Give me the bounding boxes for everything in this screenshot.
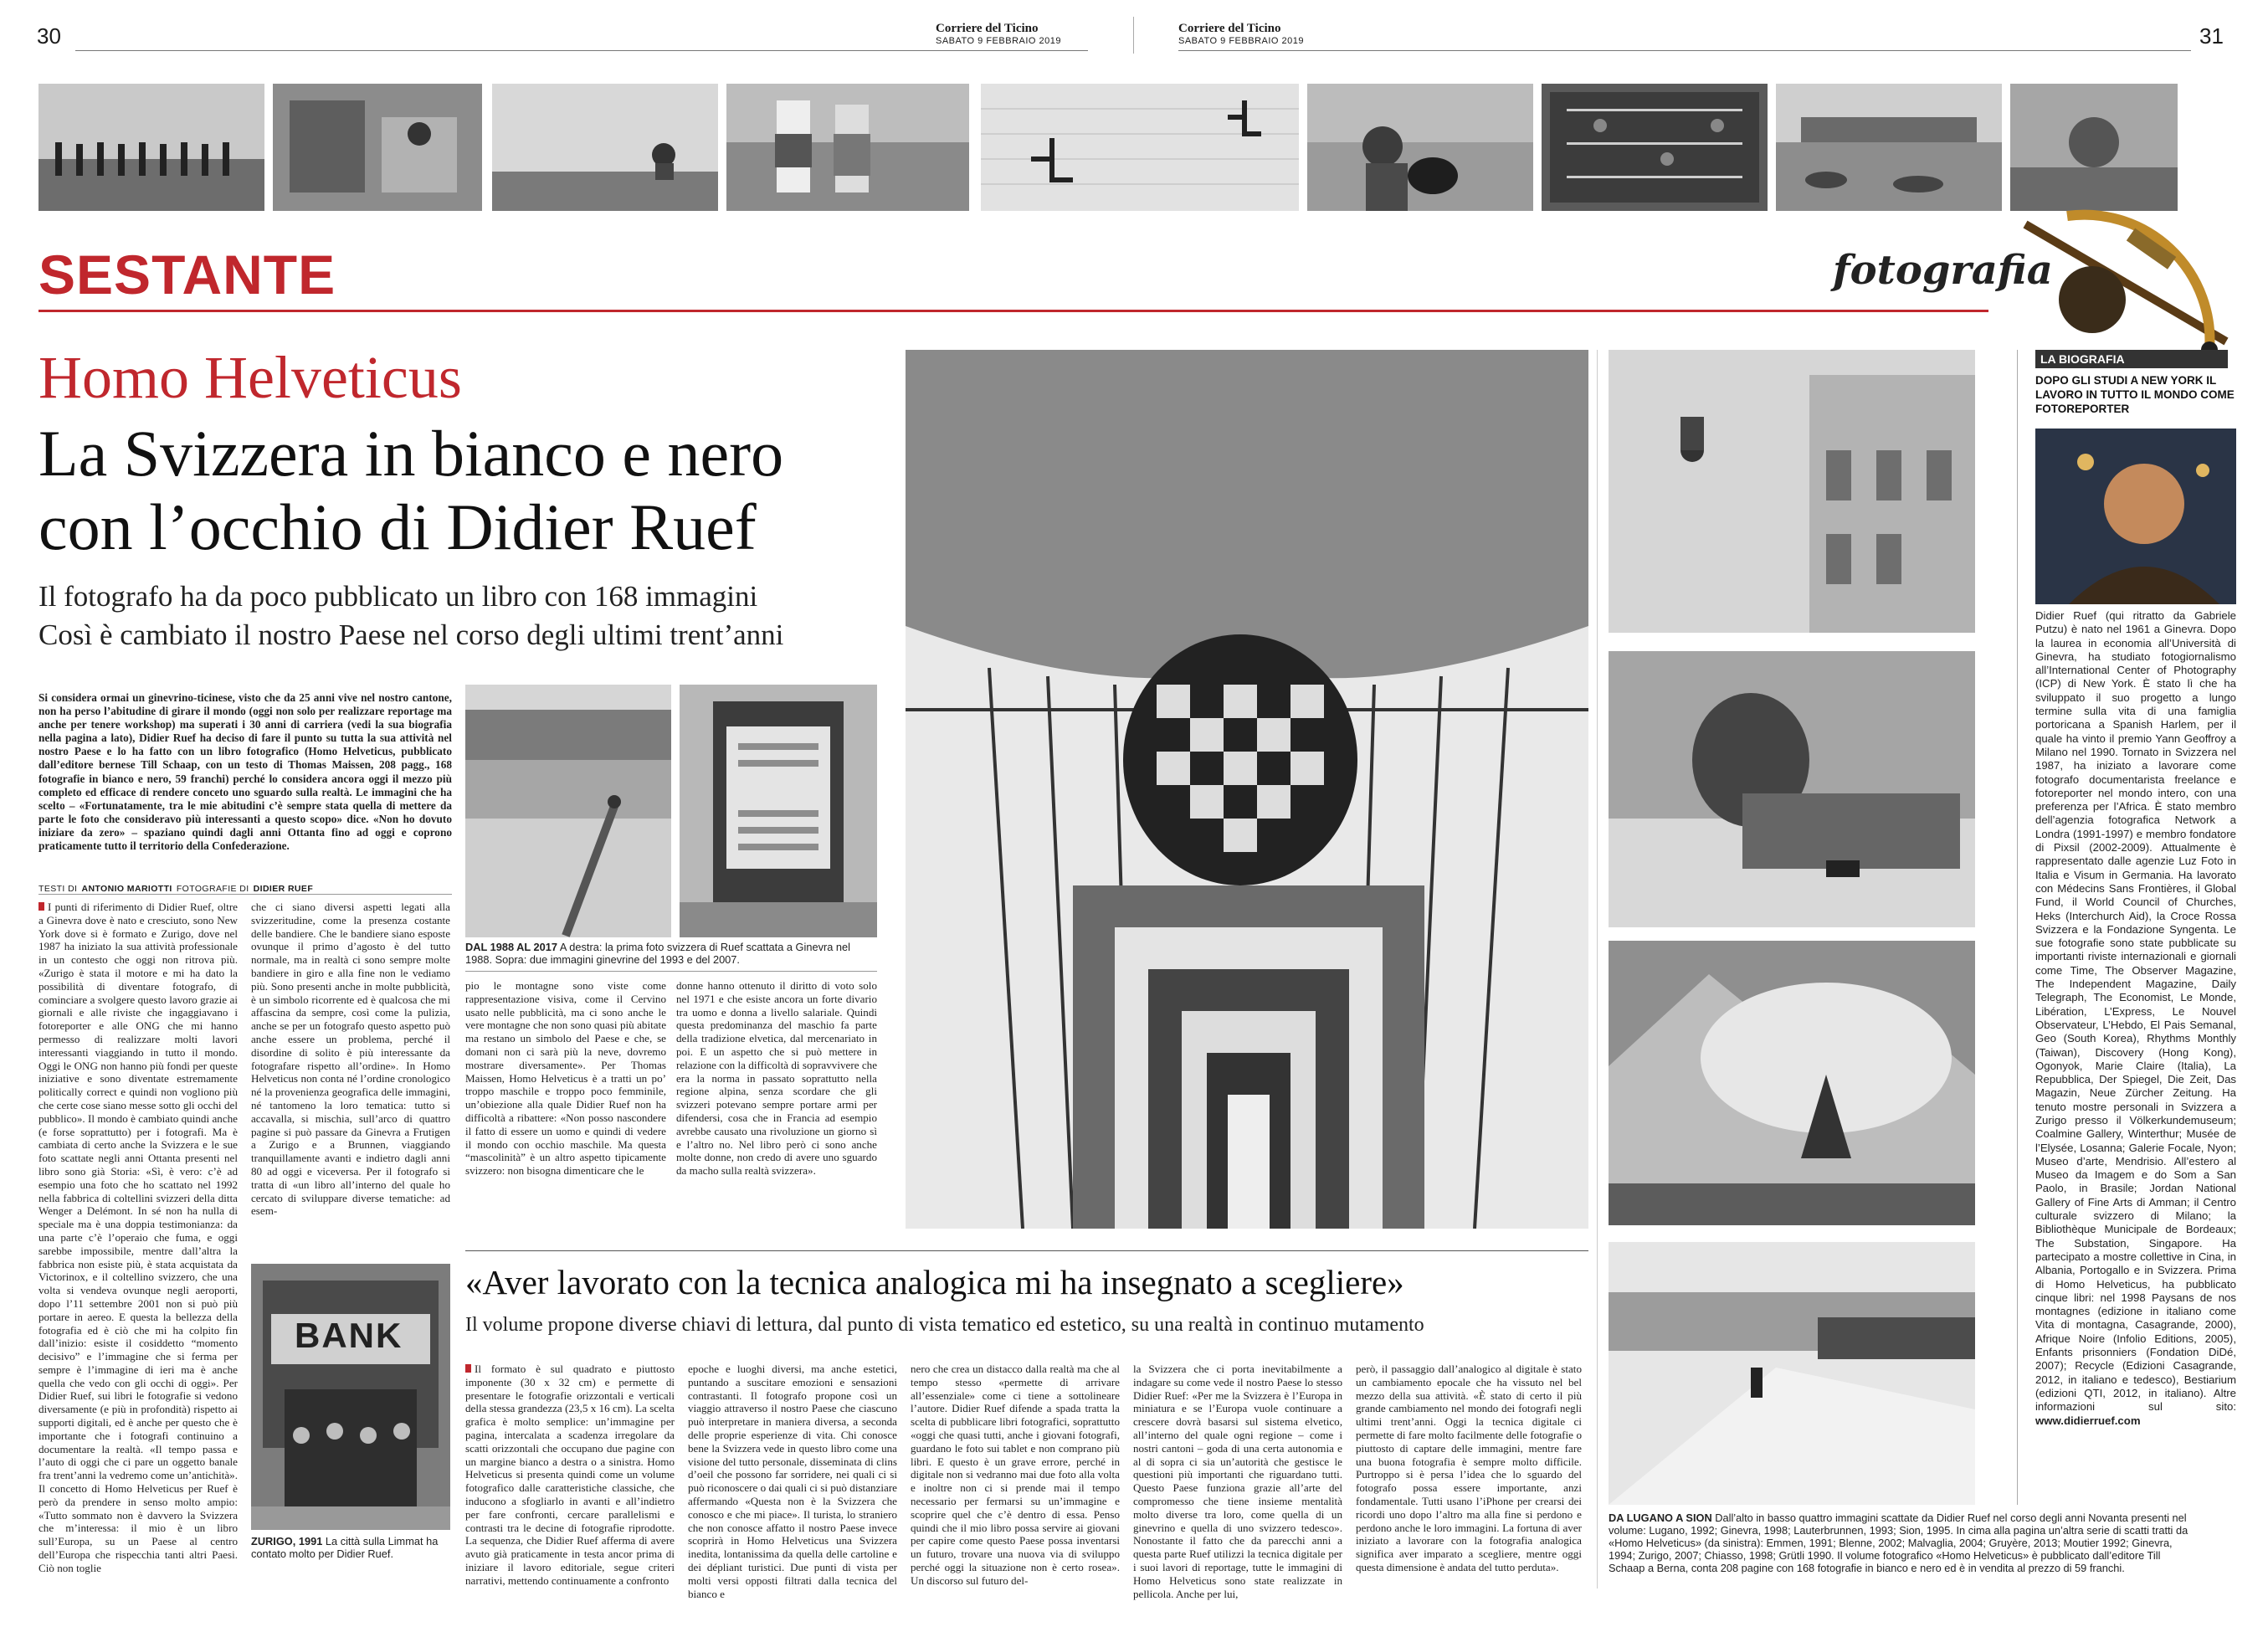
section-tag: fotografia	[1833, 247, 2053, 294]
second-column-5: però, il passaggio dall’analogico al digitale è stato un cambiamento epocale che ha vissuto nel bel mezzo della sua attività. «È stato di certo il più grande cambiamento nel mondo dei fotografi negli ultimi trent’anni. Oggi la tecnica digitale ci permette di fare molto facilmente delle fotografie o piuttosto di captare delle immagini, mentre fare una buona fotografia è sempre molto difficile. Purtroppo si è persa l’idea che lo sguardo del fotografo possa essere importante, anzi fondamentale. Tutti usano l’iPhone per crearsi dei ricordi uno dopo l’altro ma alla fine si perdono e perdono anche le loro immagini. La fortuna di aver iniziato a lavorare con la fotografia analogica significa aver imparato a scegliere, mentre oggi questa dimensione è andata del tutto perduta».	[1356, 1363, 1582, 1573]
issue-date: SABATO 9 FEBBRAIO 2019	[936, 36, 1061, 46]
caption-bottom	[1609, 1512, 2194, 1574]
issue-date: SABATO 9 FEBBRAIO 2019	[1178, 36, 1304, 46]
sidebar-divider	[2017, 350, 2018, 1505]
sidebar-text	[2035, 609, 2236, 1488]
second-article-rule	[465, 1250, 1588, 1251]
paragraph-marker	[38, 902, 44, 911]
photo-zurigo-bank-1991	[251, 1264, 450, 1530]
caption-text: A destra: la prima foto svizzera di Ruef scattata a Ginevra nel 1988. Sopra: due immagini ginevrine del 1993 e del 2007.	[465, 941, 850, 966]
article-kicker: Homo Helveticus	[38, 344, 462, 411]
sidebar-title: DOPO GLI STUDI A NEW YORK IL LAVORO IN TUTTO IL MONDO COME FOTOREPORTER	[2035, 374, 2235, 415]
section-rule	[38, 310, 1988, 312]
photo-ginevra-1993	[465, 685, 671, 937]
caption-title: DA LUGANO A SION	[1609, 1512, 1712, 1524]
thumbnail-bienne	[273, 84, 482, 211]
deck-line-2: Così è cambiato il nostro Paese nel corso degli ultimi trent’anni	[38, 618, 784, 651]
website-link[interactable]: www.didierruef.com	[2035, 1414, 2141, 1427]
photo-ginevra-2007	[680, 685, 877, 937]
byline-author: ANTONIO MARIOTTI	[81, 884, 172, 894]
header-rule-left	[75, 50, 1088, 51]
column-text: Il formato è sul quadrato e piuttosto imponente (30 x 32 cm) e permette di presentare le fotografie orizzontali e verticali della stessa grandezza (23,5 x 16 cm). La scelta grafica è molto semplice: un’immagine per pagina, intercalata a scadenza irregolare da scatti orizzontali che occupano due pagine con un margine bianco a destra o a sinistra. Homo Helveticus si presenta quindi come un volume fotografico dalle caratteristiche classiche, che inducono a sfogliarlo in avanti e all’indietro per fare confronti, cercare parallelismi e contrasti tra le decine di fotografie riprodotte. La sequenza, che Didier Ruef afferma di avere avuto già praticamente in testa ancor prima di iniziare il lavoro editoriale, segue criteri narrativi, mettendo continuamente a confronto	[465, 1363, 675, 1587]
photo-lauterbrunnen-1993	[1609, 941, 1975, 1225]
caption-rule	[465, 971, 877, 972]
thumbnail-ginevra	[1307, 84, 1533, 211]
page-number-left: 30	[37, 23, 61, 49]
second-column-4: la Svizzera che ci porta inevitabilmente a indagare su come vede il nostro Paese lo stesso Didier Ruef: «Per me la Svizzera è l’Europa in miniatura e se l’Europa vuole continuare a crescere dovrà basarsi sul sistema elvetico, all’interno del quale ogni regione – come i nostri cantoni – goda di una certa autonomia e al di sopra ci sia un’autorità che gestisce le questioni più importanti che riguardano tutti. Questo Paese funziona grazie all’arte del compromesso che tiene insieme mentalità molto diverse tra loro, come quella di un ginevrino e quella di uno svizzero tedesco». Nonostante il fatto che da parecchi anni a questa parte Ruef utilizzi la tecnica digitale per i suoi lavori di reportage, tutte le immagini di Homo Helveticus sono state realizzate in pellicola. Anche per lui,	[1133, 1363, 1342, 1600]
caption-title: DAL 1988 AL 2017	[465, 941, 558, 953]
lead-paragraph: Si considera ormai un ginevrino-ticinese, visto che da 25 anni vive nel nostro cantone, non ha perso l’abitudine di girare il mondo (oggi non solo per realizzare reportage ma anche per tenere workshop) ma superati i 30 anni di carriera (vedi la sua biografia nella pagina a lato), Didier Ruef ha deciso di fare il punto su tutta la sua attività nel nostro Paese e lo ha fatto con un libro fotografico (Homo Helveticus, pubblicato dall’editore bernese Till Schaap, con un testo di Thomas Maissen, 208 pagg., 168 fotografie in bianco e nero, 59 franchi) perché lo considera ancora oggi il mezzo più completo ed efficace di rendere conceto uno sguardo sulla realtà. Le immagini che ha scelto – «Fortunatamente, tra le mie abitudini c’è sempre stata quella di mettere da parte le foto che consideravo più interessanti a questo scopo» dice. «Non ho dovuto iniziare da zero» – spaziano quindi dagli anni Ottanta fino ad oggi e coprono praticamente tutto il territorio della Confederazione.	[38, 691, 452, 853]
headline-line-1: La Svizzera in bianco e nero	[38, 417, 784, 490]
pull-subquote: Il volume propone diverse chiavi di lettura, dal punto di vista tematico ed estetico, su una realtà in continuo mutamento	[465, 1314, 1424, 1336]
caption-text: Dall’alto in basso quattro immagini scattate da Didier Ruef nel corso degli anni Novanta presenti nel volume: Lugano, 1992; Ginevra, 1998; Lauterbrunnen, 1993; Sion, 1995. In cima alla pagina un’altra serie di scatti tratti da «Homo Helveticus» (da sinistra): Emmen, 1991; Blenne, 2002; Malvaglia, 2004; Gruyère, 2013; Moutier 1992; Ginevra, 1994; Zurigo, 2007; Chiasso, 1998; Grütli 1990. Il volume fotografico «Homo Helveticus» è pubblicato dall’editore Till Schaap a Berna, conta 208 pagine con 168 fotografie in bianco e nero ed è in vendita al prezzo di 59 franchi.	[1609, 1512, 2188, 1574]
byline-rule	[38, 894, 452, 895]
headline-line-2: con l’occhio di Didier Ruef	[38, 490, 757, 563]
second-column-1	[465, 1363, 675, 1605]
photo-lugano-1992	[1609, 350, 1975, 633]
byline	[38, 879, 452, 895]
thumbnail-emmen	[38, 84, 264, 211]
caption-top	[465, 941, 877, 966]
thumbnail-moutier	[981, 84, 1299, 211]
photo-sion-1995	[1609, 1242, 1975, 1505]
thumbnail-zurigo	[1542, 84, 1768, 211]
byline-photographer: DIDIER RUEF	[253, 884, 314, 894]
header-divider	[1133, 17, 1134, 54]
column-text: I punti di riferimento di Didier Ruef, oltre a Ginevra dove è nato e cresciuto, sono New York dove si è formato e Zurigo, dove nel 1987 ha iniziato la sua attività professionale in un contesto che oggi non ritrova più. «Zurigo è stata il motore e mi ha dato la possibilità di diventare fotografo, di cominciare a svolgere questo lavoro grazie ai giornali e alle riviste che ingaggiavano i fotoreporter e alle ONG che mi hanno permesso di realizzare molti lavori interessanti viaggiando in tutto il mondo. Oggi le ONG non hanno più fondi per queste iniziative e sono diventate estremamente politically correct e quindi non vogliono più che certe cose siano messe sotto gli occhi del pubblico». Il mondo è cambiato quindi anche (e forse soprattutto) per i fotografi. Ma è cambiata di certo anche la Svizzera e le sue foto scattate negli anni Ottanta presenti nel libro sono già Storia: «Sì, è vero: c’è ad esempio una foto che ho scattato nel 1992 nella fabbrica di coltellini svizzeri della ditta Wenger a Delémont. In sé non ha nulla di speciale ma è una doppia testimonianza: da una parte c’è l’operaio che fuma, e oggi sarebbe impossibile, mentre dall’altra la fabbrica non esiste più, è stata acquistata da Victorinox, e il coltellino svizzero, che una volta si vendeva ovunque negli aeroporti, dopo l’11 settembre 2001 non si può più portare in aereo. E questa la bellezza della fotografia ed è ciò che mi ha colpito fin dall’inizio: esiste il cosiddetto “momento decisivo” e l’immagine che si ferma per sempre è l’immagine di ieri ma è anche quella che vedo con gli occhi di oggi». Per Didier Ruef, sui libri le fotografie si vedono diversamente (e più in profondità) rispetto ai supporti digitali, ed è anche per questo che è importante che i fotografi continuino a documentare la realtà. «Il tempo passa e l’auto di oggi che ci pare un oggetto banale fra trent’anni la vedremo come un’antichità». Il concetto di Homo Helveticus per Ruef è però da prendere in senso molto ampio: «Tutto sommato non è davvero la Svizzera che m’interessa: il mio è un libro sull’Europa, su un Paese al centro dell’Europa che rispecchia tanti altri Paesi. Ciò non toglie	[38, 901, 238, 1574]
thumbnail-malvaglia	[492, 84, 718, 211]
article-column-2: che ci siano diversi aspetti legati alla svizzeritudine, come la presenza costante delle bandiere. Che le bandiere siano esposte ovunque il primo d’agosto è del tutto normale, ma in realtà ci sono sempre molte bandiere in giro e alla fine non le vediamo più. Sono presenti anche in molte pubblicità, è un simbolo ricorrente ed è qualcosa che mi affascina da sempre, così come la pulizia, anche se per un fotografo questo aspetto può anche essere un problema, perché il disordine di solito è più interessante da fotografare rispetto all’ordine». In Homo Helveticus non conta né l’ordine cronologico né la provenienza geografica delle immagini, né tantomeno la loro tematica: tutto si accavalla, si mischia, sull’arco di quattro pagine si può passare da Ginevra a Frutigen a Zurigo e a Brunnen, viaggiando tranquillamente avanti e indietro dagli anni 80 ad oggi e viceversa. Per il fotografo si tratta di «un libro all’interno del quale ho cercato di sviluppare diverse tematiche: ad esem-	[251, 901, 450, 1218]
header-rule-right	[1178, 50, 2191, 51]
thumbnail-chiasso	[1776, 84, 2002, 211]
second-column-2: epoche e luoghi diversi, ma anche estetici, puntando a suscitare emozioni e sensazioni contrastanti. Il fotografo propone così un viaggio attraverso il nostro Paese che ciascuno può interpretare in maniera diversa, a seconda delle proprie esperienze di vita. Chi conosce bene la Svizzera vede in questo libro come una visione del tutto personale, disseminata di clins d’oeil che possono far sorridere, nei quali ci si può riconoscere o dai quali ci si può distanziare affermando «Questa non è la Svizzera che conosco e che mi piace». Il turista, lo straniero che non conosce affatto il nostro Paese invece scoprirà in Homo Helveticus una Svizzera inedita, lontanissima da quella delle cartoline e dei dépliant turistici. Due punti di vista per molti versi opposti filtrati dalla tecnica del bianco e	[688, 1363, 897, 1600]
caption-title: ZURIGO, 1991	[251, 1535, 323, 1547]
sidebar-label: LA BIOGRAFIA	[2035, 350, 2228, 368]
spread-gutter	[1597, 350, 1598, 1589]
page-number-right: 31	[2199, 23, 2224, 49]
second-column-3: nero che crea un distacco dalla realtà ma che al tempo stesso «permette di arrivare all’essenziale» come ci tiene a sottolineare l’autore. Didier Ruef difende a spada tratta la scelta di pubblicare libri fotografici, soprattutto «oggi che quasi tutti, anche i giovani fotografi, guardano le foto sui tablet e non comprano più libri. E questo è un grave errore, perché in digitale non si vedranno mai due foto alla volta e inoltre non ci si prende mai il tempo necessario per fermarsi su un’immagine e scoprire quel che c’è dentro di essa. Penso quindi che il mio libro possa servire ai giovani per capire come questo Paese possa inventarsi un futuro, trovare una nuova via di sviluppo perché oggi la situazione non è certo rosea». Un discorso sul futuro del-	[911, 1363, 1120, 1587]
photo-ginevra-1988	[906, 350, 1588, 1229]
byline-label: TESTI DI	[38, 884, 78, 894]
article-column-4: donne hanno ottenuto il diritto di voto solo nel 1971 e che esiste ancora un forte divario tra uomo e donna a livello salariale. Quindi questa predominanza del maschio fa parte della tradizione elvetica, dal mercenariato in poi. E un aspetto che si può mettere in relazione con la difficoltà di sopravvivere che era la norma in passato soprattutto nella regione alpina, senza scordare che gli svizzeri potevano sempre portare armi per difendersi, cosa che in Francia ad esempio avrebbe causato una rivoluzione un giorno sì e l’altro no. Nel libro però ci sono anche molte donne, non credo di avere uno sguardo da macho sulla realtà svizzera».	[676, 979, 877, 1178]
biography-text: Didier Ruef (qui ritratto da Gabriele Putzu) è nato nel 1961 a Ginevra. Dopo la laurea in economia all’Università di Ginevra, ha studiato fotogiornalismo all’International Center of Photography (ICP) di New York. È stato lì che ha sviluppato il suo progetto a lungo termine sulla vita di una famiglia portoricana a Spanish Harlem, per il quale ha vinto il premio Yann Geoffroy a Milano nel 1990. Tornato in Svizzera nel 1987, ha iniziato a lavorare come fotografo documentarista freelance e fotoreporter nel mondo intero, con una preferenza per l’Africa. È stato membro dell’agenzia fotografica Network a Londra (1991-1997) e membro fondatore di Pixsil (2002-2009). Attualmente è rappresentato dalle agenzie Luz Foto in Italia e Visum in Germania. Ha lavorato con Médecins Sans Frontières, il Global Fund, il World Council of Churches, Heks (Interchurch Aid), la Croce Rossa Svizzera e la Fondazione Syngenta. Le sue fotografie sono state pubblicate su importanti riviste internazionali e giornali come Time, The Observer Magazine, The Independent Magazine, Daily Telegraph, The Economist, Le Monde, Libération, L’Express, Le Nouvel Observateur, L’Hebdo, El Pais Semanal, Geo (South Korea), Rhythms Monthly (Taiwan), Discovery (Hong Kong), Ogonyok, Marie Claire (Italia), La Repubblica, Der Spiegel, Die Zeit, Das Magazin, Neue Zürcher Zeitung. Ha tenuto mostre personali in Svizzera a Zurigo presso il Völkerkundemuseum; Coalmine Gallery, Winterthur; Musée de l’Elysée, Losanna; Galerie Focale, Nyon; Museo d’arte, Mendrisio. All’estero al Museo da Imagem e do Som a San Paolo, in Brasile; Jordan National Gallery of Fine Arts di Amman; il Centro culturale svizzero di Milano; la Bibliothèque Municipale de Bordeaux; The Substation, Singapore. Ha partecipato a mostre collettive in Cina, in Albania, Portogallo e in Svizzera. Prima di Homo Helveticus, ha pubblicato cinque libri: nel 1998 Paysans de nos montagnes (edizione in italiano come Vita di montagna, Casagrande, 2000), Afrique Noire (Infolio Editions, 2005), Enfants prisonniers (Fondation DiDé, 2007); Recycle (Edizioni Casagrande, 2012, in italiano e tedesco), Bestiarium (edizioni QTI, 2012, in italiano). Altre informazioni sul sito:	[2035, 609, 2236, 1414]
masthead-left	[936, 22, 1061, 46]
article-column-3: pio le montagne sono viste come rappresentazione visiva, come il Cervino usato nelle pubblicità, ma ci sono anche le vere montagne che non sono quasi più abitate ma restano un simbolo del Paese e che, se domani non ci sarà più la neve, dovremo mostrare diversamente». Per Thomas Maissen, Homo Helveticus è a tratti un po’ troppo maschile e troppo poco femminile, un’obiezione alla quale Didier Ruef non ha difficoltà a ribattere: «Non posso nascondere il fatto di essere un uomo e quindi di vedere il mondo con occhio maschile. Ma questa “mascolinità” è un altro aspetto tipicamente svizzero: non bisogna dimenticare che le	[465, 979, 666, 1178]
caption-bank	[251, 1535, 450, 1560]
masthead-right	[1178, 22, 1304, 46]
deck-line-1: Il fotografo ha da poco pubblicato un libro con 168 immagini	[38, 580, 758, 613]
bank-sign: BANK	[295, 1316, 403, 1355]
newspaper-name: Corriere del Ticino	[936, 22, 1039, 35]
caption-text: La città sulla Limmat ha contato molto per Didier Ruef.	[251, 1535, 439, 1560]
section-name: SESTANTE	[38, 244, 336, 305]
newspaper-name: Corriere del Ticino	[1178, 22, 1281, 35]
byline-photo-label: FOTOGRAFIE DI	[176, 884, 249, 894]
pull-quote: «Aver lavorato con la tecnica analogica mi ha insegnato a scegliere»	[465, 1263, 1404, 1301]
article-column-1	[38, 901, 238, 1587]
paragraph-marker	[465, 1364, 471, 1373]
thumbnail-gruyere	[726, 84, 969, 211]
portrait-didier-ruef	[2035, 429, 2236, 604]
photo-ginevra-1998	[1609, 651, 1975, 927]
